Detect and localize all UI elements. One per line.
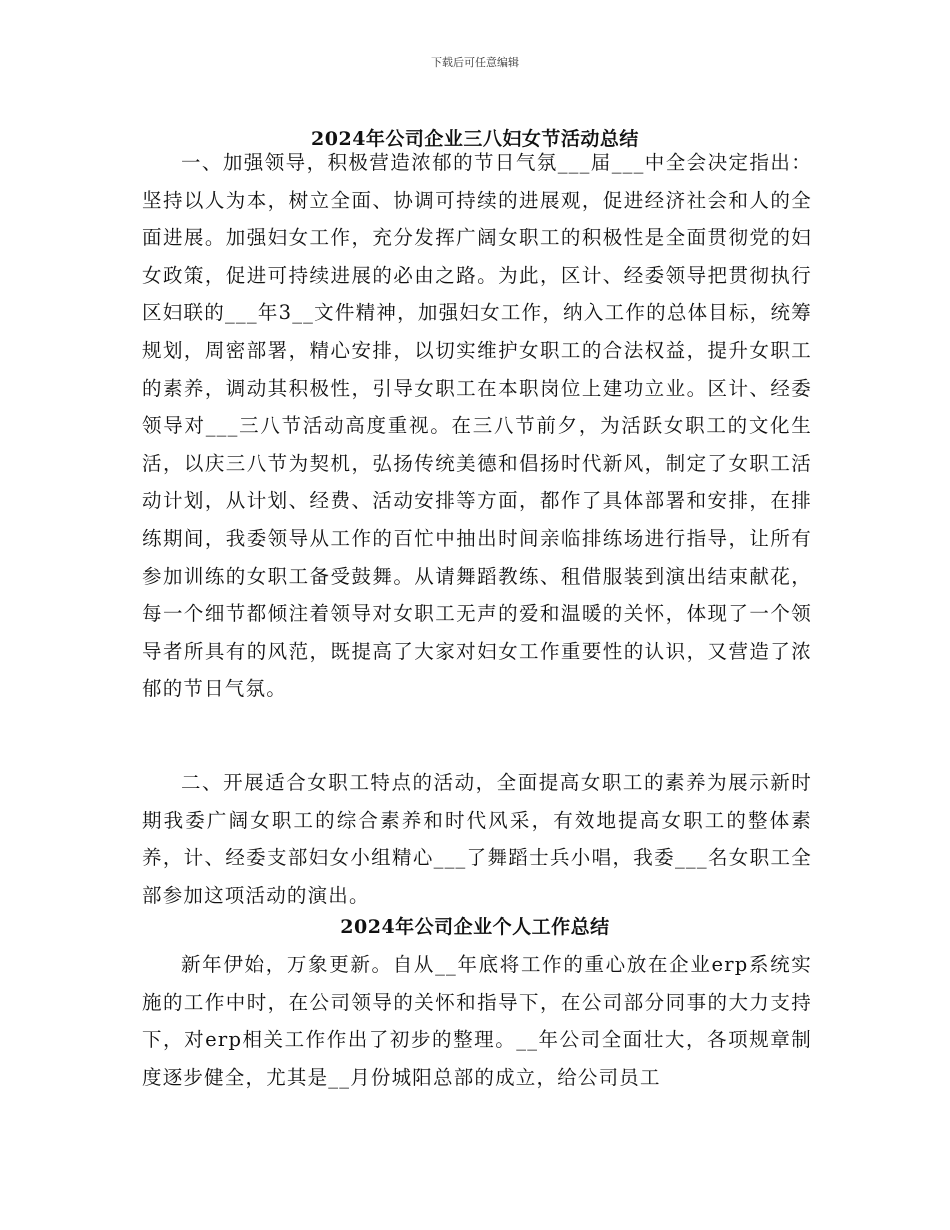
paragraph-2: 二、开展适合女职工特点的活动，全面提高女职工的素养为展示新时期我委广阔女职工的综合素养和时代风采，有效地提高女职工的整体素养，计、经委支部妇女小组精心___了舞蹈士兵小唱，我委___名女职工全部参加这项活动的演出。 [142,771,812,907]
page-header: 下载后可任意编辑 [431,56,519,69]
document-title-1: 2024年公司企业三八妇女节活动总结 [311,128,639,150]
paragraph-3: 新年伊始，万象更新。自从__年底将工作的重心放在企业erp系统实施的工作中时，在公司领导的关怀和指导下，在公司部分同事的大力支持下，对erp相关工作作出了初步的整理。__年公司全面壮大，各项规章制度逐步健全，尤其是__月份城阳总部的成立，给公司员工 [142,953,812,1089]
paragraph-1: 一、加强领导，积极营造浓郁的节日气氛___届___中全会决定指出：坚持以人为本，树立全面、协调可持续的进展观，促进经济社会和人的全面进展。加强妇女工作，充分发挥广阔女职工的积极性是全面贯彻党的妇女政策，促进可持续进展的必由之路。为此，区计、经委领导把贯彻执行区妇联的___年3__文件精神，加强妇女工作，纳入工作的总体目标，统筹规划，周密部署，精心安排，以切实维护女职工的合法权益，提升女职工的素养，调动其积极性，引导女职工在本职岗位上建功立业。区计、经委领导对___三八节活动高度重视。在三八节前夕，为活跃女职工的文化生活，以庆三八节为契机，弘扬传统美德和倡扬时代新风，制定了女职工活动计划，从计划、经费、活动安排等方面，都作了具体部署和安排，在排练期间，我委领导从工作的百忙中抽出时间亲临排练场进行指导，让所有参加训练的女职工备受鼓舞。从请舞蹈教练、租借服装到演出结束献花，每一个细节都倾注着领导对女职工无声的爱和温暖的关怀，体现了一个领导者所具有的风范，既提高了大家对妇女工作重要性的认识，又营造了浓郁的节日气氛。 [142,151,812,701]
document-title-2: 2024年公司企业个人工作总结 [340,916,610,938]
